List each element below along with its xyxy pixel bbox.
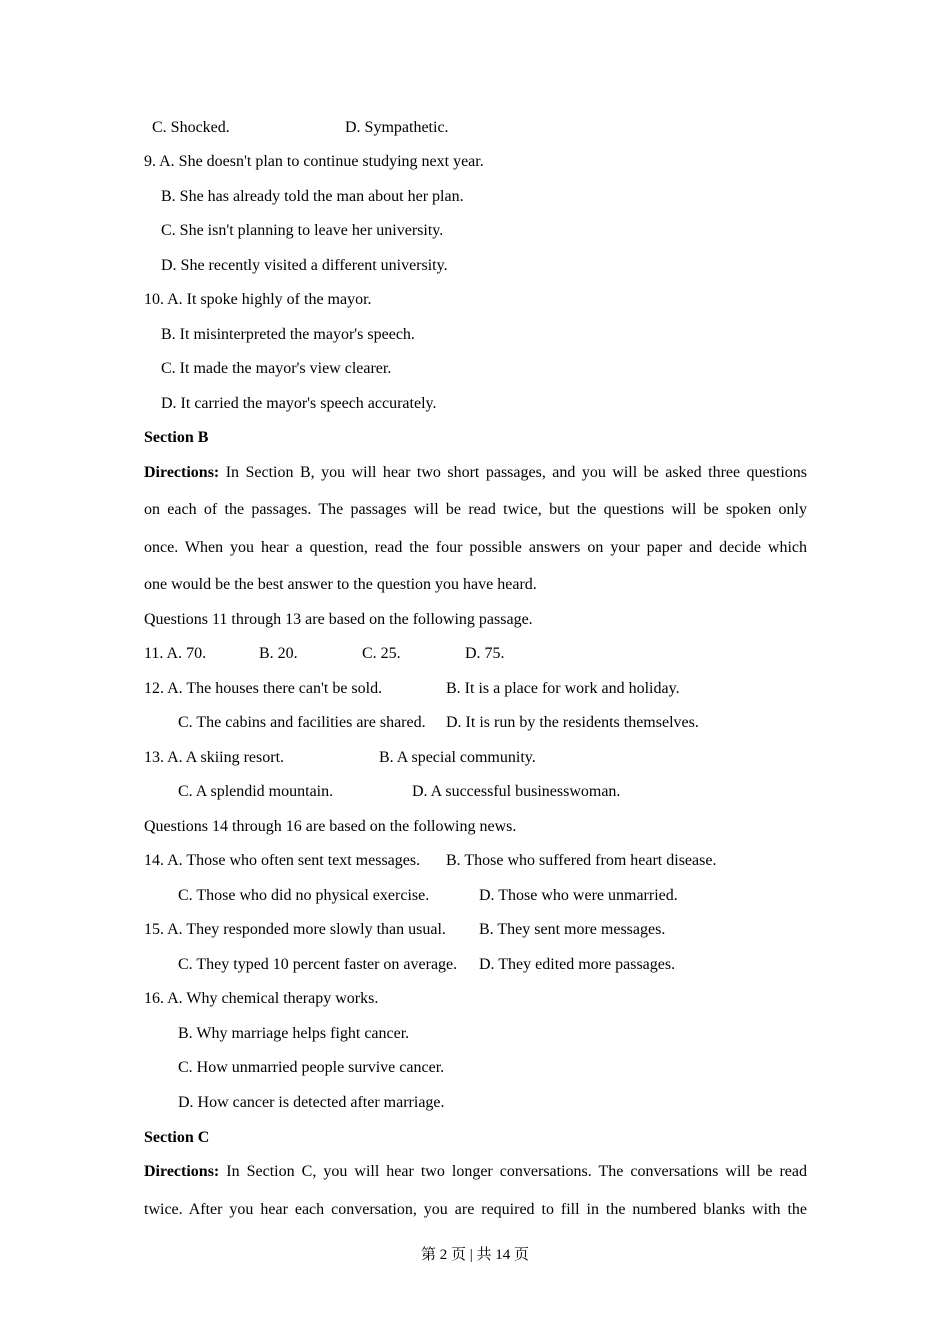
q10-option-c: C. It made the mayor's view clearer. xyxy=(161,360,392,377)
page-footer: 第 2 页 | 共 14 页 xyxy=(420,1247,529,1263)
q9-option-c: C. She isn't planning to leave her university. xyxy=(161,222,444,239)
q16-option-b: B. Why marriage helps fight cancer. xyxy=(178,1025,410,1042)
q13-option-b: B. A special community. xyxy=(379,749,536,766)
section-b-directions-line-3: once. When you hear a question, read the four possible answers on your paper and decide which xyxy=(144,539,807,556)
section-c-directions-line-2: twice. After you hear each conversation, you are required to fill in the numbered blanks with the xyxy=(144,1201,807,1218)
q15-option-c: C. They typed 10 percent faster on average. xyxy=(178,956,458,973)
q10-option-b: B. It misinterpreted the mayor's speech. xyxy=(161,326,415,343)
q11-option-d: D. 75. xyxy=(465,645,505,662)
q14-option-b: B. Those who suffered from heart disease. xyxy=(446,852,717,869)
q12-option-d: D. It is run by the residents themselves. xyxy=(446,714,699,731)
q8-option-d: D. Sympathetic. xyxy=(345,119,449,136)
q9-option-a: 9. A. She doesn't plan to continue studying next year. xyxy=(144,153,484,170)
q15-option-b: B. They sent more messages. xyxy=(479,921,666,938)
section-b-directions-line-1: Directions: In Section B, you will hear two short passages, and you will be asked three questions xyxy=(144,464,808,481)
q8-option-c: C. Shocked. xyxy=(152,119,230,136)
q11-option-c: C. 25. xyxy=(362,645,401,662)
section-c-directions-label: Directions: xyxy=(144,1163,220,1180)
section-b-directions-line-4: one would be the best answer to the question you have heard. xyxy=(144,576,537,593)
section-b-heading: Section B xyxy=(144,429,209,446)
section-c-heading: Section C xyxy=(144,1129,210,1146)
q9-option-d: D. She recently visited a different university. xyxy=(161,257,448,274)
q13-option-d: D. A successful businesswoman. xyxy=(412,783,621,800)
q16-option-d: D. How cancer is detected after marriage. xyxy=(178,1094,445,1111)
q15-option-d: D. They edited more passages. xyxy=(479,956,676,973)
q11-option-b: B. 20. xyxy=(259,645,298,662)
q11-option-a: 11. A. 70. xyxy=(144,645,207,662)
q13-option-a: 13. A. A skiing resort. xyxy=(144,749,285,766)
q16-option-a: 16. A. Why chemical therapy works. xyxy=(144,990,379,1007)
q10-option-a: 10. A. It spoke highly of the mayor. xyxy=(144,291,372,308)
q9-option-b: B. She has already told the man about her plan. xyxy=(161,188,464,205)
q12-option-a: 12. A. The houses there can't be sold. xyxy=(144,680,383,697)
q13-option-c: C. A splendid mountain. xyxy=(178,783,334,800)
news-intro-14-16: Questions 14 through 16 are based on the following news. xyxy=(144,818,517,835)
q15-option-a: 15. A. They responded more slowly than usual. xyxy=(144,921,446,938)
q16-option-c: C. How unmarried people survive cancer. xyxy=(178,1059,445,1076)
q14-option-c: C. Those who did no physical exercise. xyxy=(178,887,430,904)
q14-option-d: D. Those who were unmarried. xyxy=(479,887,678,904)
q14-option-a: 14. A. Those who often sent text messages. xyxy=(144,852,421,869)
q10-option-d: D. It carried the mayor's speech accurately. xyxy=(161,395,437,412)
q12-option-b: B. It is a place for work and holiday. xyxy=(446,680,680,697)
section-b-directions-label: Directions: xyxy=(144,464,220,481)
section-c-directions-line-1: Directions: In Section C, you will hear two longer conversations. The conversations will be read xyxy=(144,1163,807,1180)
passage-intro-11-13: Questions 11 through 13 are based on the following passage. xyxy=(144,611,533,628)
section-b-directions-line-2: on each of the passages. The passages will be read twice, but the questions will be spoken only xyxy=(144,501,807,518)
q12-option-c: C. The cabins and facilities are shared. xyxy=(178,714,426,731)
